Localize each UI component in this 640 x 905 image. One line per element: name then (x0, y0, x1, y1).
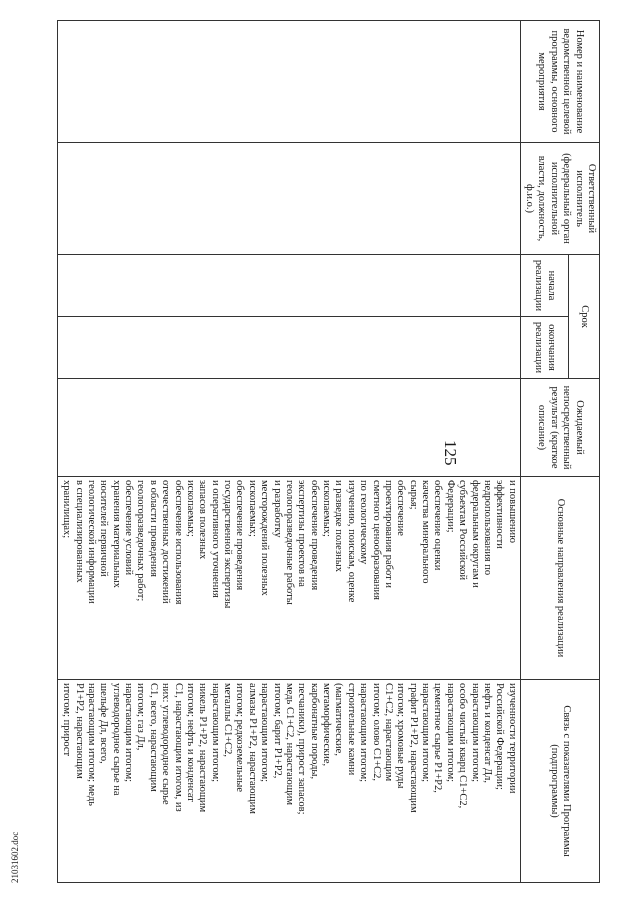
cell-end (57, 317, 520, 379)
cell-main-directions: и повышению эффективности недропользования по федеральным округам и субъектам Российской Федерации; обеспечение оценки качества минерального сырья; обеспечение проектирования работ и сметного ценообразования по геологическому изучению, поискам, оценке и разведке полезных ископаемых; обеспечение проведения экспертизы проектов на геологоразведочные работы и разработку месторождений полезных ископаемых; обеспечение проведения государственной экспертизы и оперативного уточнения запасов полезных ископаемых; обеспечение использования отечественных достижений в области проведения геологоразведочных работ; обеспечение условий хранения материальных носителей первичной геологической информации в специализированных хранилищах; (57, 477, 520, 680)
cell-expected-result (57, 379, 520, 477)
cell-start (57, 255, 520, 317)
program-table (57, 20, 600, 883)
header-responsible-executor: Ответственный исполнитель (федеральный орган исполнительной власти, должность, ф.и.о.) (520, 143, 599, 255)
page-number: 125 (441, 440, 460, 466)
cell-program-number (57, 21, 520, 143)
header-end: окончания реализации (520, 317, 568, 379)
footer-wrap (8, 831, 88, 905)
header-program-number: Номер и наименование ведомственной целевой программы, основного мероприятия (520, 21, 599, 143)
cell-responsible-executor (57, 143, 520, 255)
header-main-directions: Основные направления реализации (520, 477, 599, 680)
header-indicator-link: Связь с показателями Программы (подпрограммы) (520, 680, 599, 883)
cell-indicator-link: изученности территории Российской Федерации; нефть и конденсат Дл, нарастающим итогом; особо чистый кварц С1+С2, нарастающим итогом; цементное сырье Р1+Р2, нарастающим итогом; графит Р1+Р2, нарастающим итогом; хромовые руды С1+С2, нарастающим итогом; олово С1+С2, нарастающим итогом; строительные камни (магматические, метаморфические, карбонатные породы, песчаники), прирост запасов; медь С1+С2, нарастающим итогом; барит Р1+Р2, нарастающим итогом; алмазы Р1+Р2, нарастающим итогом; редкоземельные металлы С1+С2, нарастающим итогом; никель Р1+Р2, нарастающим итогом; нефть и конденсат С1, нарастающим итогом, из них: углеводородное сырье С1, всего, нарастающим итогом; газ Дл, нарастающим итогом; углеводородное сырье на шельфе Дл, всего, нарастающим итогом; медь Р1+Р2, нарастающим итогом; прирост (57, 680, 520, 883)
header-term: Срок (569, 255, 600, 379)
footer-filename: 21031602.doc (10, 831, 20, 883)
header-start: начала реализации (520, 255, 568, 317)
header-expected-result: Ожидаемый непосредственный результат (краткое описание) (520, 379, 599, 477)
table-row (57, 21, 520, 883)
